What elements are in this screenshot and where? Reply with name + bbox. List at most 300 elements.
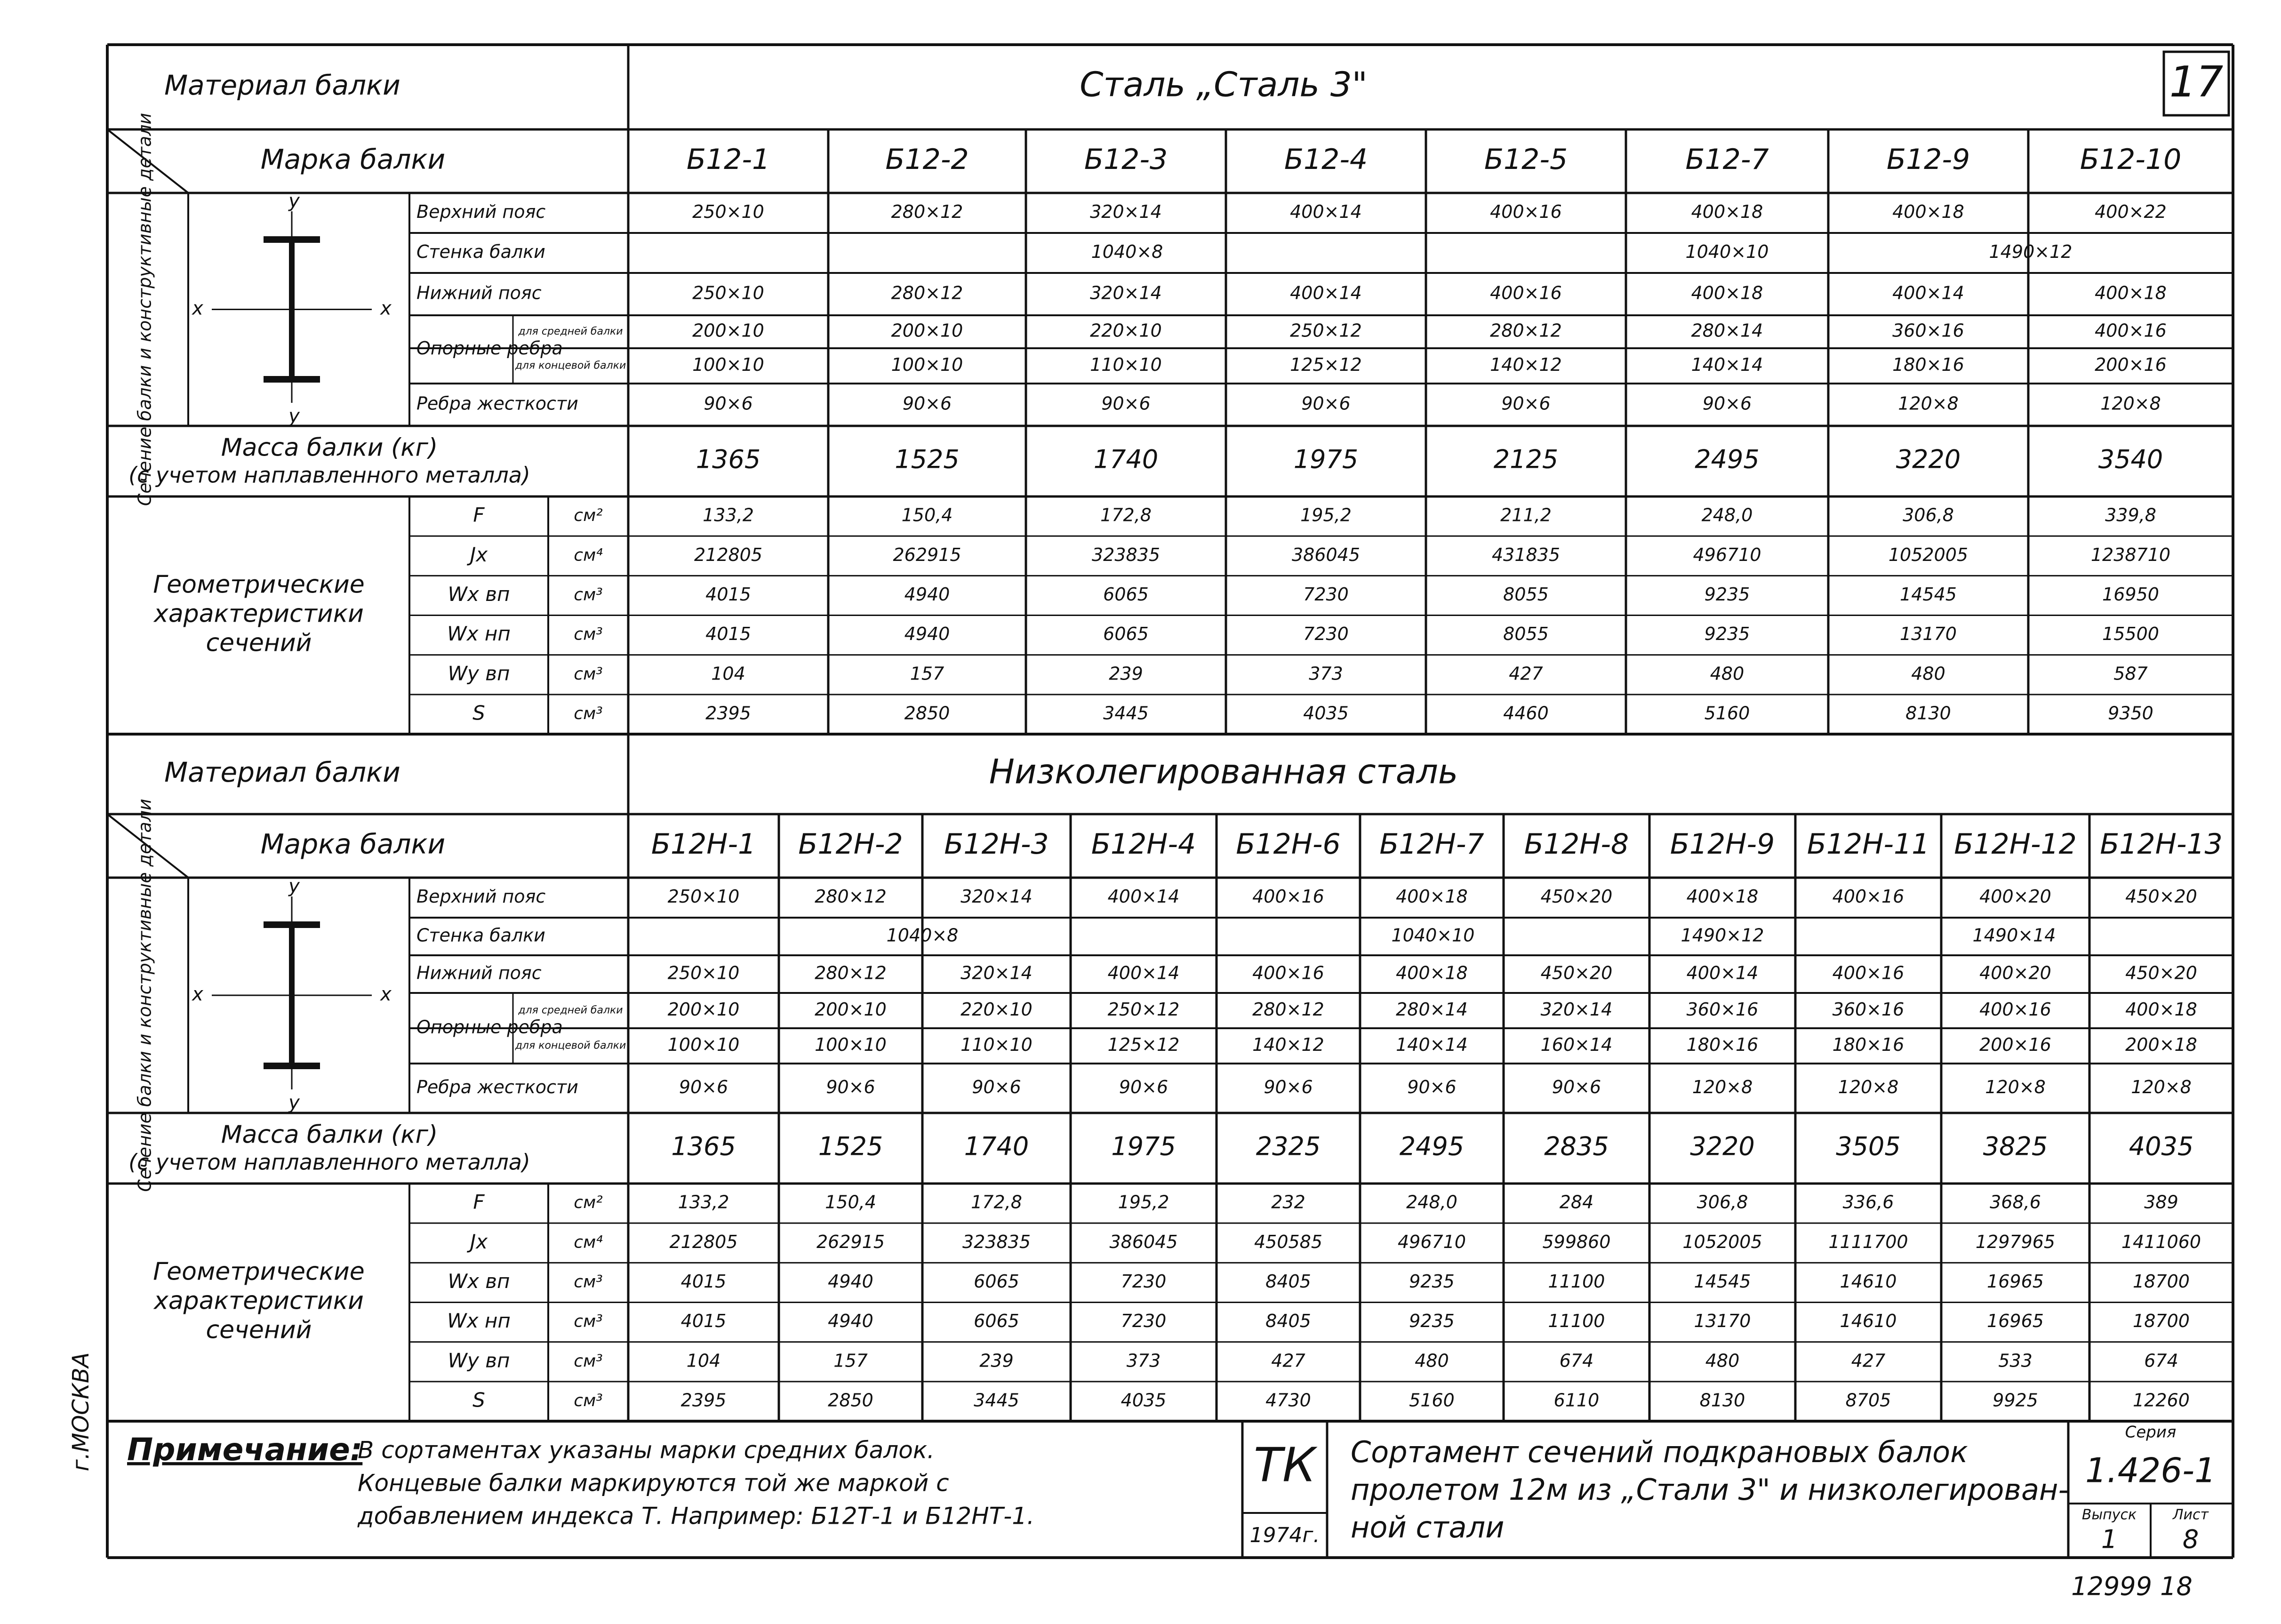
cell-value: 110×10 <box>960 1034 1032 1055</box>
cell-value: 250×10 <box>667 886 740 907</box>
cell-value: 450×20 <box>2125 962 2197 984</box>
cell-value: 140×14 <box>1396 1034 1468 1055</box>
beam-mark: Б12-9 <box>1886 143 1970 176</box>
cell-value: 120×8 <box>1692 1077 1753 1097</box>
geo-unit: см³ <box>574 704 603 723</box>
geo-value: 195,2 <box>1300 504 1352 526</box>
geo-value: 232 <box>1271 1192 1305 1213</box>
geo-value: 323835 <box>1091 544 1161 565</box>
cell-value: 200×16 <box>2095 354 2167 375</box>
geo-value: 7230 <box>1120 1271 1167 1292</box>
beam-mark: Б12Н-4 <box>1091 828 1196 861</box>
geo-symbol: Jx <box>470 1230 488 1253</box>
geo-value: 212805 <box>694 544 763 565</box>
cell-value: 400×14 <box>1107 962 1180 984</box>
geo-value: 8130 <box>1905 703 1951 724</box>
geo-symbol: Wx вп <box>448 1269 510 1293</box>
web-value: 1490×12 <box>1681 925 1764 946</box>
geo-value: 8055 <box>1503 584 1549 605</box>
cell-value: 90×6 <box>1702 393 1752 414</box>
geo-value: 212805 <box>669 1231 738 1252</box>
support-ribs-label: Опорные ребра <box>416 1016 563 1038</box>
geo-value: 16950 <box>2102 584 2159 605</box>
material-value: Низколегированная сталь <box>989 752 1458 792</box>
series-value: 1.426-1 <box>2085 1450 2216 1490</box>
beam-mark: Б12-3 <box>1084 143 1168 176</box>
geo-value: 150,4 <box>825 1192 876 1213</box>
geo-label: Геометрические <box>153 570 365 599</box>
cell-value: 280×12 <box>815 962 887 984</box>
mass-value: 2125 <box>1493 444 1559 474</box>
cell-value: 140×14 <box>1691 354 1763 375</box>
mass-value: 1365 <box>671 1131 736 1161</box>
geo-value: 306,8 <box>1697 1192 1748 1213</box>
mass-value: 2325 <box>1256 1131 1321 1161</box>
geo-value: 2395 <box>680 1390 727 1411</box>
cell-value: 400×16 <box>1832 962 1905 984</box>
geo-symbol: Wx вп <box>448 582 510 606</box>
cell-value: 90×6 <box>1552 1077 1601 1097</box>
cell-value: 100×10 <box>815 1034 887 1055</box>
cell-value: 400×14 <box>1892 282 1964 304</box>
geo-value: 533 <box>1998 1350 2033 1371</box>
geo-symbol: Wy вп <box>448 662 510 685</box>
beam-mark: Б12-2 <box>885 143 969 176</box>
geo-value: 1111700 <box>1828 1231 1908 1252</box>
row-label: Верхний пояс <box>416 886 546 907</box>
cell-value: 400×18 <box>1396 962 1468 984</box>
geo-value: 4015 <box>705 584 751 605</box>
geo-value: 9235 <box>1409 1311 1455 1332</box>
geo-value: 248,0 <box>1406 1192 1457 1213</box>
cell-value: 110×10 <box>1090 354 1162 375</box>
geo-unit: см⁴ <box>574 545 603 565</box>
geo-value: 336,6 <box>1842 1192 1894 1213</box>
mass-value: 1975 <box>1293 444 1359 474</box>
cell-value: 220×10 <box>1090 320 1162 341</box>
geo-value: 480 <box>1710 663 1745 684</box>
geo-value: 13170 <box>1900 624 1957 645</box>
geo-value: 386045 <box>1291 544 1361 565</box>
geo-label: характеристики <box>154 1287 364 1315</box>
geo-value: 172,8 <box>1100 504 1152 526</box>
cell-value: 200×10 <box>815 999 887 1020</box>
geo-unit: см³ <box>574 1391 603 1410</box>
geo-value: 4035 <box>1303 703 1349 724</box>
material-value: Сталь „Сталь 3" <box>1080 64 1368 104</box>
cell-value: 400×16 <box>1490 201 1562 222</box>
cell-value: 90×6 <box>826 1077 875 1097</box>
geo-value: 373 <box>1309 663 1343 684</box>
geo-value: 4460 <box>1503 703 1549 724</box>
cell-value: 120×8 <box>1838 1077 1899 1097</box>
geo-value: 427 <box>1851 1350 1886 1371</box>
geo-value: 6110 <box>1553 1390 1600 1411</box>
geo-value: 1238710 <box>2090 544 2171 565</box>
geo-value: 5160 <box>1409 1390 1455 1411</box>
geo-value: 386045 <box>1109 1231 1178 1252</box>
cell-value: 400×18 <box>1691 282 1763 304</box>
row-label: Нижний пояс <box>416 282 542 304</box>
mass-label-2: (с учетом наплавленного металла) <box>128 1149 530 1175</box>
cell-value: 320×14 <box>1090 201 1162 222</box>
cell-value: 140×12 <box>1252 1034 1324 1055</box>
cell-value: 400×16 <box>1252 886 1324 907</box>
geo-value: 2395 <box>705 703 751 724</box>
geo-value: 599860 <box>1542 1231 1611 1252</box>
mass-value: 1740 <box>1093 444 1159 474</box>
geo-value: 6065 <box>1103 624 1149 645</box>
geo-value: 157 <box>910 663 944 684</box>
geo-value: 133,2 <box>703 504 754 526</box>
cell-value: 360×16 <box>1832 999 1905 1020</box>
cell-value: 280×14 <box>1396 999 1468 1020</box>
geo-value: 389 <box>2144 1192 2178 1213</box>
support-mid-label: для средней балки <box>518 1004 623 1016</box>
cell-value: 200×10 <box>891 320 963 341</box>
cell-value: 180×16 <box>1892 354 1964 375</box>
cell-value: 320×14 <box>960 962 1032 984</box>
cell-value: 90×6 <box>1301 393 1351 414</box>
geo-value: 18700 <box>2133 1311 2190 1332</box>
cell-value: 90×6 <box>1501 393 1551 414</box>
geo-value: 4940 <box>904 584 950 605</box>
beam-mark: Б12-5 <box>1484 143 1568 176</box>
support-ribs-label: Опорные ребра <box>416 338 563 359</box>
geo-value: 368,6 <box>1990 1192 2041 1213</box>
cell-value: 280×12 <box>891 201 963 222</box>
beam-mark: Б12Н-3 <box>944 828 1049 861</box>
cell-value: 220×10 <box>960 999 1032 1020</box>
cell-value: 400×14 <box>1290 201 1362 222</box>
geo-value: 1052005 <box>1682 1231 1762 1252</box>
note-line: Концевые балки маркируются той же маркой с <box>358 1469 949 1497</box>
geo-value: 9235 <box>1409 1271 1455 1292</box>
axis-label-y: y <box>288 1092 300 1113</box>
geo-value: 133,2 <box>678 1192 729 1213</box>
mass-value: 2495 <box>1399 1131 1465 1161</box>
cell-value: 200×10 <box>667 999 740 1020</box>
mass-value: 1525 <box>818 1131 883 1161</box>
geo-value: 6065 <box>1103 584 1149 605</box>
issue-value: 1 <box>2101 1524 2118 1554</box>
material-label: Материал балки <box>164 69 400 102</box>
mass-value: 1975 <box>1111 1131 1176 1161</box>
geo-unit: см³ <box>574 1312 603 1331</box>
row-label: Ребра жесткости <box>416 393 578 414</box>
geo-label: Геометрические <box>153 1257 365 1286</box>
geo-value: 12260 <box>2133 1390 2190 1411</box>
cell-value: 90×6 <box>679 1077 728 1097</box>
cell-value: 450×20 <box>2125 886 2197 907</box>
cell-value: 180×16 <box>1832 1034 1905 1055</box>
cell-value: 400×18 <box>1691 201 1763 222</box>
mass-label: Масса балки (кг) <box>221 1120 438 1149</box>
beam-mark: Б12-7 <box>1685 143 1769 176</box>
mass-label: Масса балки (кг) <box>221 433 438 462</box>
geo-value: 9925 <box>1993 1390 2038 1411</box>
geo-value: 239 <box>979 1350 1014 1371</box>
geo-value: 480 <box>1911 663 1945 684</box>
geo-value: 4940 <box>828 1271 873 1292</box>
cell-value: 400×14 <box>1107 886 1180 907</box>
cell-value: 200×18 <box>2125 1034 2197 1055</box>
support-end-label: для концевой балки <box>515 360 626 372</box>
cell-value: 250×10 <box>667 962 740 984</box>
cell-value: 450×20 <box>1540 886 1613 907</box>
geo-symbol: Wy вп <box>448 1349 510 1372</box>
cell-value: 125×12 <box>1290 354 1362 375</box>
beam-mark: Б12Н-9 <box>1670 828 1775 861</box>
geo-value: 427 <box>1271 1350 1305 1371</box>
mass-label-2: (с учетом наплавленного металла) <box>128 462 530 488</box>
geo-label: сечений <box>206 1316 312 1344</box>
row-label: Верхний пояс <box>416 201 546 222</box>
row-label: Стенка балки <box>416 241 545 262</box>
geo-value: 211,2 <box>1500 504 1552 526</box>
geo-value: 3445 <box>974 1390 1019 1411</box>
geo-unit: см³ <box>574 1351 603 1371</box>
geo-value: 496710 <box>1397 1231 1466 1252</box>
geo-value: 4015 <box>680 1311 727 1332</box>
geo-value: 8055 <box>1503 624 1549 645</box>
cell-value: 90×6 <box>704 393 753 414</box>
note-title: Примечание: <box>127 1432 363 1468</box>
geo-value: 7230 <box>1303 624 1349 645</box>
axis-label-y: y <box>288 405 300 427</box>
geo-value: 9235 <box>1704 584 1750 605</box>
cell-value: 400×16 <box>1979 999 2051 1020</box>
geo-label: характеристики <box>154 600 364 628</box>
beam-mark: Б12Н-13 <box>2100 828 2223 861</box>
geo-value: 8130 <box>1699 1390 1745 1411</box>
cell-value: 400×14 <box>1290 282 1362 304</box>
geo-value: 480 <box>1415 1350 1449 1371</box>
cell-value: 400×20 <box>1979 962 2051 984</box>
cell-value: 400×16 <box>2095 320 2167 341</box>
beam-mark: Б12-1 <box>686 143 770 176</box>
cell-value: 320×14 <box>1540 999 1613 1020</box>
beam-mark: Б12Н-6 <box>1236 828 1341 861</box>
geo-value: 14545 <box>1694 1271 1751 1292</box>
geo-value: 306,8 <box>1903 504 1954 526</box>
material-label: Материал балки <box>164 756 400 789</box>
geo-value: 6065 <box>974 1311 1019 1332</box>
mass-value: 1740 <box>964 1131 1029 1161</box>
web-value: 1040×10 <box>1391 925 1475 946</box>
note-line: добавлением индекса Т. Например: Б12Т-1 и Б12НТ-1. <box>358 1502 1034 1530</box>
geo-value: 157 <box>833 1350 868 1371</box>
geo-value: 195,2 <box>1118 1192 1169 1213</box>
geo-value: 9235 <box>1704 624 1750 645</box>
geo-value: 431835 <box>1491 544 1561 565</box>
geo-value: 450585 <box>1254 1231 1323 1252</box>
stamp-title: Сортамент сечений подкрановых балок <box>1351 1435 1968 1470</box>
geo-value: 284 <box>1559 1192 1594 1213</box>
geo-value: 104 <box>686 1350 721 1371</box>
cell-value: 400×18 <box>2125 999 2197 1020</box>
geo-value: 9350 <box>2108 703 2153 724</box>
geo-value: 6065 <box>974 1271 1019 1292</box>
row-label: Нижний пояс <box>416 962 542 984</box>
cell-value: 360×16 <box>1686 999 1759 1020</box>
geo-value: 674 <box>1559 1350 1594 1371</box>
geo-unit: см² <box>574 1193 603 1213</box>
web-value: 1040×8 <box>886 925 959 946</box>
geo-value: 1411060 <box>2121 1231 2201 1252</box>
cell-value: 280×12 <box>891 282 963 304</box>
geo-value: 480 <box>1705 1350 1740 1371</box>
mass-value: 3540 <box>2098 444 2163 474</box>
axis-label-x: x <box>380 297 392 320</box>
mass-value: 1525 <box>895 444 960 474</box>
row-label: Стенка балки <box>416 925 545 946</box>
cell-value: 400×18 <box>1396 886 1468 907</box>
mass-value: 3825 <box>1983 1131 2048 1161</box>
geo-value: 4730 <box>1265 1390 1311 1411</box>
geo-value: 339,8 <box>2105 504 2156 526</box>
cell-value: 320×14 <box>1090 282 1162 304</box>
geo-value: 18700 <box>2133 1271 2190 1292</box>
mark-label: Марка балки <box>260 828 446 860</box>
axis-label-x: x <box>380 984 392 1005</box>
beam-mark: Б12Н-11 <box>1807 828 1930 861</box>
page-number: 17 <box>2169 57 2224 107</box>
geo-symbol: S <box>472 1388 485 1412</box>
geo-unit: см² <box>574 506 603 526</box>
sheet-value: 8 <box>2182 1524 2199 1554</box>
cell-value: 200×16 <box>1979 1034 2051 1055</box>
geo-value: 4015 <box>680 1271 727 1292</box>
mass-value: 3220 <box>1896 444 1961 474</box>
geo-value: 4015 <box>705 624 751 645</box>
cell-value: 120×8 <box>2100 393 2161 414</box>
beam-mark: Б12Н-12 <box>1954 828 2077 861</box>
cell-value: 120×8 <box>1898 393 1959 414</box>
axis-label-y: y <box>288 875 300 897</box>
geo-symbol: F <box>473 1190 485 1214</box>
beam-mark: Б12Н-8 <box>1524 828 1629 861</box>
geo-value: 150,4 <box>901 504 953 526</box>
cell-value: 100×10 <box>692 354 764 375</box>
cell-value: 90×6 <box>902 393 952 414</box>
support-end-label: для концевой балки <box>515 1040 626 1052</box>
mass-value: 2495 <box>1695 444 1760 474</box>
geo-symbol: Wx нп <box>447 622 511 646</box>
cell-value: 450×20 <box>1540 962 1613 984</box>
geo-unit: см³ <box>574 1272 603 1292</box>
geo-value: 2850 <box>828 1390 873 1411</box>
cell-value: 280×12 <box>1490 320 1562 341</box>
geo-value: 4940 <box>904 624 950 645</box>
geo-label: сечений <box>206 629 312 657</box>
geo-value: 4035 <box>1120 1390 1167 1411</box>
geo-value: 11100 <box>1548 1271 1605 1292</box>
row-label: Ребра жесткости <box>416 1077 578 1097</box>
geo-value: 323835 <box>962 1231 1031 1252</box>
geo-value: 373 <box>1126 1350 1161 1371</box>
geo-value: 15500 <box>2102 624 2159 645</box>
mass-value: 3505 <box>1836 1131 1901 1161</box>
geo-value: 2850 <box>904 703 950 724</box>
section-side-label: Сечение балки и конструктивные детали <box>134 799 155 1192</box>
cell-value: 160×14 <box>1540 1034 1613 1055</box>
web-value: 1490×12 <box>1989 241 2073 262</box>
web-value: 1040×8 <box>1091 241 1163 262</box>
sheet-label: Лист <box>2172 1506 2209 1523</box>
cell-value: 280×12 <box>1252 999 1324 1020</box>
cell-value: 90×6 <box>1407 1077 1457 1097</box>
geo-symbol: S <box>472 701 485 725</box>
geo-symbol: Jx <box>470 543 488 566</box>
geo-value: 427 <box>1509 663 1543 684</box>
cell-value: 400×20 <box>1979 886 2051 907</box>
cell-value: 400×18 <box>1892 201 1964 222</box>
geo-value: 16965 <box>1987 1271 2044 1292</box>
geo-value: 239 <box>1109 663 1143 684</box>
geo-value: 14545 <box>1900 584 1957 605</box>
mass-value: 1365 <box>696 444 761 474</box>
cell-value: 400×18 <box>2095 282 2167 304</box>
series-label: Серия <box>2125 1423 2177 1442</box>
cell-value: 280×14 <box>1691 320 1763 341</box>
geo-value: 1052005 <box>1888 544 1969 565</box>
beam-mark: Б12Н-2 <box>798 828 903 861</box>
geo-unit: см³ <box>574 664 603 684</box>
geo-value: 11100 <box>1548 1311 1605 1332</box>
cell-value: 400×22 <box>2095 201 2167 222</box>
geo-value: 7230 <box>1303 584 1349 605</box>
beam-mark: Б12Н-7 <box>1379 828 1484 861</box>
cell-value: 400×16 <box>1490 282 1562 304</box>
cell-value: 100×10 <box>667 1034 740 1055</box>
stamp-title: пролетом 12м из „Стали 3" и низколегирован- <box>1351 1472 2069 1507</box>
axis-label-x: x <box>192 984 203 1005</box>
geo-value: 8705 <box>1845 1390 1891 1411</box>
geo-value: 248,0 <box>1701 504 1753 526</box>
geo-value: 16965 <box>1987 1311 2044 1332</box>
cell-value: 250×10 <box>692 282 764 304</box>
cell-value: 120×8 <box>1985 1077 2046 1097</box>
cell-value: 360×16 <box>1892 320 1964 341</box>
geo-symbol: Wx нп <box>447 1309 511 1333</box>
cell-value: 180×16 <box>1686 1034 1759 1055</box>
geo-value: 172,8 <box>971 1192 1022 1213</box>
beam-mark: Б12-4 <box>1284 143 1368 176</box>
geo-symbol: F <box>473 503 485 527</box>
note-line: В сортаментах указаны марки средних балок. <box>358 1436 935 1464</box>
geo-value: 13170 <box>1694 1311 1751 1332</box>
beam-mark: Б12Н-1 <box>651 828 756 861</box>
cell-value: 280×12 <box>815 886 887 907</box>
cell-value: 120×8 <box>2131 1077 2192 1097</box>
cell-value: 400×14 <box>1686 962 1759 984</box>
cell-value: 400×16 <box>1252 962 1324 984</box>
cell-value: 125×12 <box>1107 1034 1180 1055</box>
mass-value: 2835 <box>1544 1131 1609 1161</box>
geo-value: 8405 <box>1265 1271 1311 1292</box>
geo-value: 4940 <box>828 1311 873 1332</box>
geo-value: 496710 <box>1693 544 1761 565</box>
geo-value: 14610 <box>1840 1311 1897 1332</box>
stamp-year: 1974г. <box>1249 1523 1320 1547</box>
drawing-number: 12999 18 <box>2071 1571 2193 1601</box>
geo-value: 8405 <box>1265 1311 1311 1332</box>
geo-unit: см³ <box>574 585 603 605</box>
issue-label: Выпуск <box>2081 1506 2137 1523</box>
mass-value: 4035 <box>2129 1131 2194 1161</box>
support-mid-label: для средней балки <box>518 326 623 337</box>
